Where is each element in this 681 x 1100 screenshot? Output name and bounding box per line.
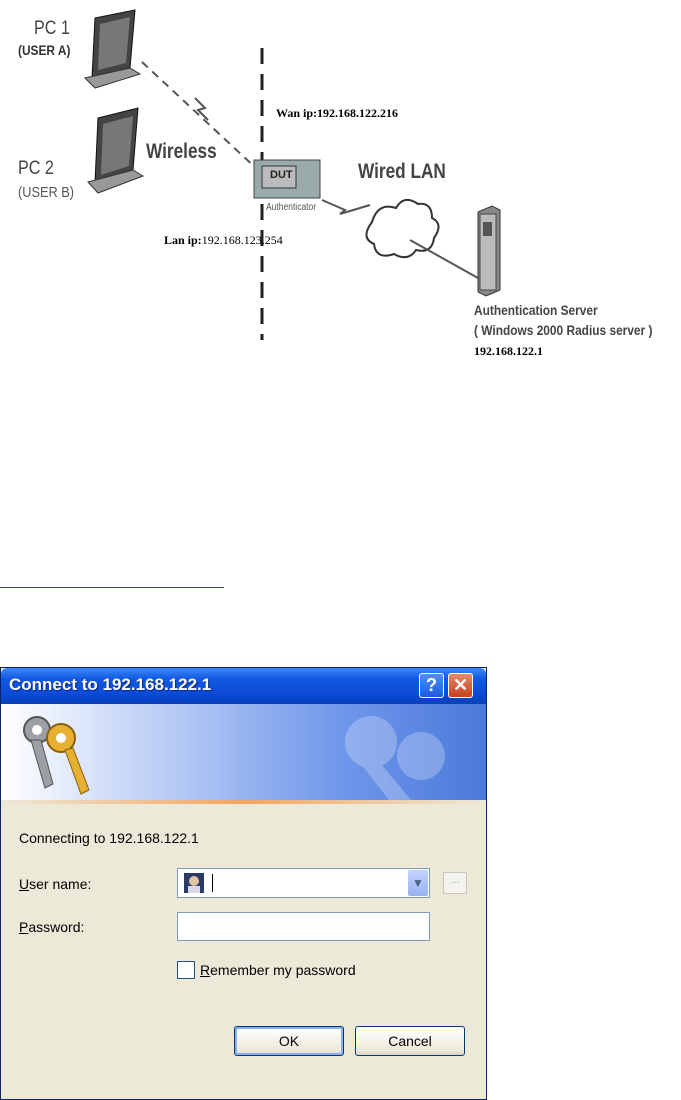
username-combobox[interactable] — [177, 868, 430, 898]
banner-divider — [1, 800, 486, 804]
remember-password-label[interactable] — [200, 962, 356, 978]
pc1-user-label: (USER A) — [18, 42, 71, 58]
server-ip-label: 192.168.122.1 — [474, 344, 543, 358]
laptop-pc2-icon — [88, 108, 143, 193]
wireless-label: Wireless — [146, 140, 217, 163]
browse-button[interactable]: ... — [443, 872, 467, 894]
dialog-titlebar[interactable] — [1, 668, 486, 704]
keys-icon — [1, 704, 486, 800]
hyperlink-underline[interactable] — [0, 587, 224, 588]
lan-ip-value: 192.168.123.254 — [201, 233, 283, 247]
close-button[interactable]: ✕ — [448, 673, 473, 698]
wan-ip-label — [276, 106, 398, 121]
username-label-text: ser name: — [29, 876, 92, 892]
lan-ip-prefix: Lan ip: — [164, 233, 202, 247]
connect-dialog — [0, 667, 487, 1100]
username-label — [19, 876, 91, 892]
pc2-name-label: PC 2 — [18, 158, 54, 179]
pc1-name-label: PC 1 — [34, 18, 70, 39]
user-avatar-icon — [182, 871, 206, 895]
password-input[interactable] — [177, 912, 430, 941]
server-link-line — [410, 240, 478, 278]
chevron-down-icon[interactable]: ▼ — [408, 870, 428, 896]
pc2-user-label: (USER B) — [18, 184, 74, 201]
remember-password-checkbox[interactable] — [177, 961, 195, 979]
wan-ip-prefix: Wan ip: — [276, 106, 318, 120]
help-button[interactable]: ? — [419, 673, 444, 698]
lan-ip-label — [164, 233, 283, 248]
password-label-text: assword: — [28, 919, 85, 935]
remember-accel: R — [200, 962, 211, 978]
dut-label: DUT — [270, 169, 293, 181]
server-tower-icon — [478, 206, 500, 296]
wired-link-signal — [322, 200, 370, 214]
text-caret — [212, 874, 213, 892]
cancel-button[interactable]: Cancel — [355, 1026, 465, 1056]
dialog-banner — [1, 704, 486, 800]
password-label — [19, 919, 84, 935]
connecting-text: Connecting to 192.168.122.1 — [19, 830, 199, 846]
server-subtitle-label: ( Windows 2000 Radius server ) — [474, 322, 653, 338]
network-diagram — [0, 0, 681, 380]
ok-button[interactable]: OK — [234, 1026, 344, 1056]
server-title-label: Authentication Server — [474, 302, 598, 318]
username-accel: U — [19, 876, 30, 892]
password-accel: P — [19, 919, 29, 935]
wan-ip-value: 192.168.122.216 — [317, 106, 399, 120]
laptop-pc1-icon — [85, 10, 140, 88]
dialog-title: Connect to 192.168.122.1 — [9, 675, 212, 694]
remember-label-text: emember my password — [210, 962, 356, 978]
wireless-signal-icon — [195, 98, 208, 120]
lan-cloud-icon — [366, 200, 438, 257]
authenticator-label: Authenticator — [266, 202, 317, 213]
wired-lan-label: Wired LAN — [358, 160, 446, 183]
